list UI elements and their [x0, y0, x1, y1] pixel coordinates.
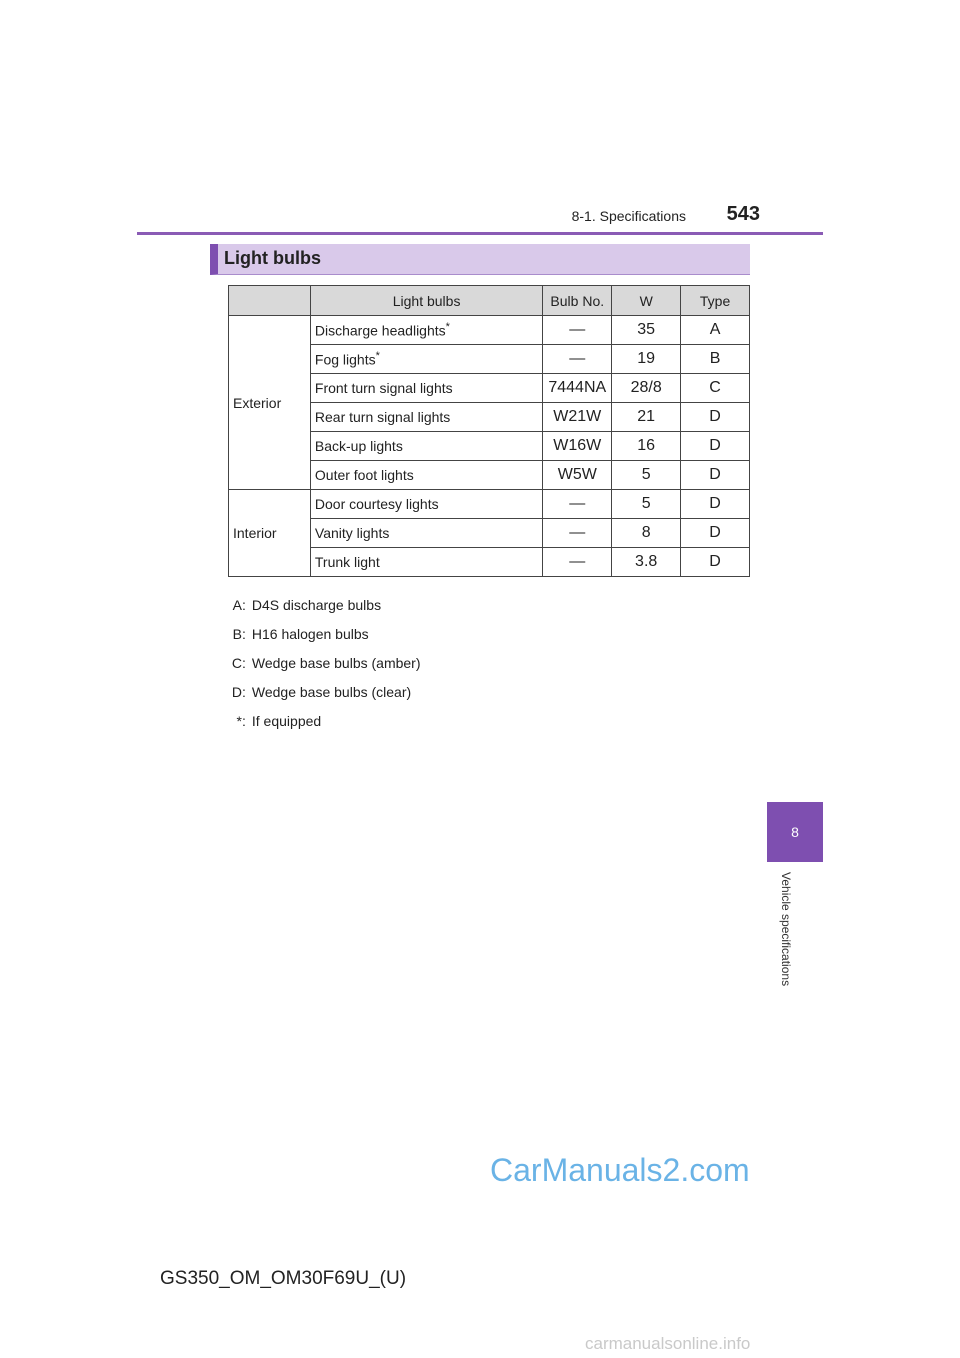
footnote-separator: : [242, 683, 246, 700]
light-name: Trunk light [314, 554, 380, 570]
group-cell: Exterior [229, 316, 311, 490]
type-cell: D [681, 548, 750, 577]
wattage-cell: 5 [612, 461, 681, 490]
type-cell: D [681, 432, 750, 461]
footnote-item [222, 706, 421, 735]
header-section-title: 8-1. Specifications [571, 208, 686, 224]
footnote-key: * [236, 712, 242, 729]
type-cell: D [681, 461, 750, 490]
bulb-number-cell: W21W [543, 403, 612, 432]
bulb-number-cell: — [543, 316, 612, 345]
light-name: Door courtesy lights [314, 496, 439, 512]
header-cell-watt: W [612, 286, 681, 316]
footnote-separator: : [242, 654, 246, 671]
document-code: GS350_OM_OM30F69U_(U) [160, 1268, 407, 1289]
footnote-item [222, 619, 421, 648]
table-row [229, 490, 750, 519]
type-cell: A [681, 316, 750, 345]
type-cell: D [681, 403, 750, 432]
type-cell: B [681, 345, 750, 374]
chapter-label: Vehicle specifications [779, 872, 793, 987]
light-name-cell [310, 432, 542, 461]
header-cell-bulb: Bulb No. [543, 286, 612, 316]
footnote-separator: : [242, 625, 246, 642]
wattage-cell: 3.8 [612, 548, 681, 577]
footnote-separator: : [242, 712, 246, 729]
watermark-carmanuals2: CarManuals2.com [490, 1152, 750, 1188]
light-name-cell [310, 519, 542, 548]
wattage-cell: 8 [612, 519, 681, 548]
footnote-item [222, 677, 421, 706]
wattage-cell: 5 [612, 490, 681, 519]
table-row [229, 316, 750, 345]
table-body [229, 316, 750, 577]
footnote-text: If equipped [251, 712, 322, 729]
footnote-item [222, 590, 421, 619]
wattage-cell: 16 [612, 432, 681, 461]
watermark-carmanualsonline: carmanualsonline.info [585, 1334, 751, 1353]
light-name-cell [310, 548, 542, 577]
header-divider [137, 232, 823, 235]
light-name-cell [310, 403, 542, 432]
equipped-marker: * [445, 321, 450, 334]
light-name: Fog lights [314, 351, 376, 368]
type-cell: C [681, 374, 750, 403]
table-header-row [229, 286, 750, 316]
light-name-cell [310, 316, 542, 345]
footnote-key: B [232, 625, 242, 642]
wattage-cell: 28/8 [612, 374, 681, 403]
section-heading [210, 244, 750, 275]
footnote-text: H16 halogen bulbs [251, 625, 369, 642]
bulb-number-cell: 7444NA [543, 374, 612, 403]
page-number: 543 [726, 203, 760, 225]
wattage-cell: 35 [612, 316, 681, 345]
light-name-cell [310, 490, 542, 519]
group-cell: Interior [229, 490, 311, 577]
footnotes [222, 590, 421, 735]
footnote-text: Wedge base bulbs (amber) [251, 654, 421, 671]
footnote-key: A [232, 596, 242, 613]
chapter-tab [767, 802, 823, 862]
bulb-number-cell: — [543, 548, 612, 577]
bulb-number-cell: W16W [543, 432, 612, 461]
light-name: Rear turn signal lights [314, 409, 451, 425]
light-name-cell [310, 345, 542, 374]
bulb-number-cell: — [543, 519, 612, 548]
type-cell: D [681, 490, 750, 519]
light-name: Vanity lights [314, 525, 390, 541]
footnote-item [222, 648, 421, 677]
light-name-cell [310, 461, 542, 490]
light-bulbs-table [228, 285, 750, 577]
wattage-cell: 21 [612, 403, 681, 432]
footnote-key: C [231, 654, 242, 671]
footnote-key: D [231, 683, 242, 700]
header-cell-type: Type [681, 286, 750, 316]
bulb-number-cell: W5W [543, 461, 612, 490]
wattage-cell: 19 [612, 345, 681, 374]
light-name: Front turn signal lights [314, 380, 453, 396]
chapter-number: 8 [791, 824, 799, 840]
header-cell-group [229, 286, 311, 316]
bulb-number-cell: — [543, 345, 612, 374]
bulb-number-cell: — [543, 490, 612, 519]
light-name: Discharge headlights [314, 322, 446, 339]
header-cell-light: Light bulbs [310, 286, 542, 316]
light-name-cell [310, 374, 542, 403]
type-cell: D [681, 519, 750, 548]
section-heading-text: Light bulbs [224, 248, 321, 268]
footnote-separator: : [242, 596, 246, 613]
equipped-marker: * [375, 350, 380, 363]
footnote-text: D4S discharge bulbs [251, 596, 382, 613]
light-name: Back-up lights [314, 438, 403, 454]
light-name: Outer foot lights [314, 467, 414, 483]
footnote-text: Wedge base bulbs (clear) [251, 683, 412, 700]
